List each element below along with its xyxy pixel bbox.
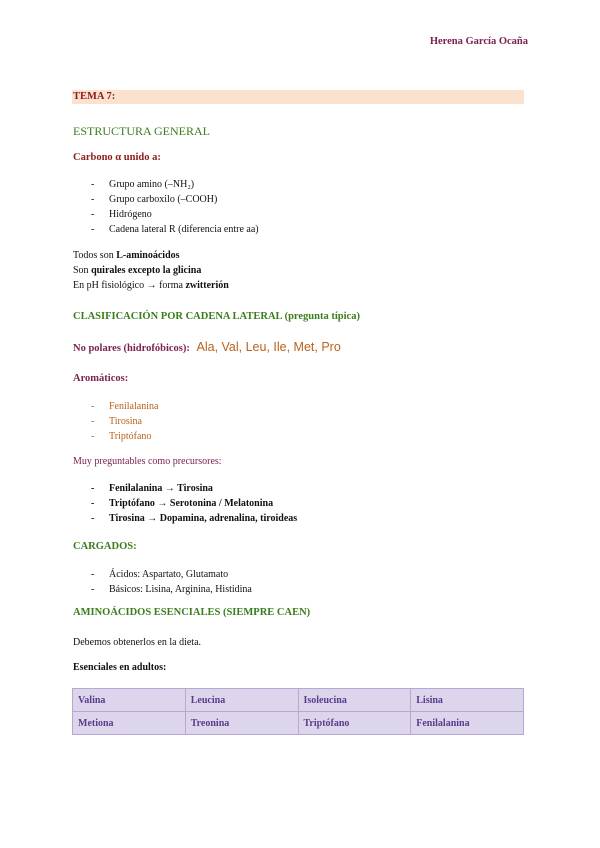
adultos-label: Esenciales en adultos:: [73, 662, 167, 673]
list-item: - Básicos: Lisina, Arginina, Histidina: [73, 582, 252, 597]
carbono-label: Carbono α unido a:: [73, 152, 161, 163]
table-cell: Lisina: [411, 689, 524, 712]
list-item: - Grupo carboxilo (–COOH): [73, 192, 259, 207]
list-item: - Ácidos: Aspartato, Glutamato: [73, 567, 252, 582]
precursores-label: Muy preguntables como precursores:: [73, 456, 222, 467]
aromaticos-list: [73, 399, 158, 444]
list-item: - Fenilalanina → Tirosina: [73, 481, 297, 496]
fact-line: [73, 263, 229, 278]
author-name: Herena García Ocaña: [429, 36, 528, 47]
list-item: - Fenilalanina: [73, 399, 158, 414]
list-item: - Hidrógeno: [73, 207, 259, 222]
clasificacion-title-text: CLASIFICACIÓN POR CADENA LATERAL: [73, 311, 282, 322]
fact-text: Son: [73, 265, 92, 276]
cargados-label: CARGADOS:: [73, 541, 137, 552]
fact-bold: zwitterión: [185, 280, 229, 291]
fact-text: Todos son: [73, 250, 117, 261]
tema-title: TEMA 7:: [73, 91, 116, 102]
fact-bold: L-aminoácidos: [116, 250, 180, 261]
table-cell: Fenilalanina: [411, 712, 524, 735]
nopolar-values: Ala, Val, Leu, Ile, Met, Pro: [196, 340, 341, 354]
table-cell: Isoleucina: [298, 689, 411, 712]
list-item: - Tirosina: [73, 414, 158, 429]
fact-bold: quirales excepto la glicina: [91, 265, 202, 276]
fact-line: [73, 248, 229, 263]
esenciales-table: [72, 688, 524, 735]
section-title-clasificacion: [73, 311, 360, 322]
section-title-esenciales: AMINOÁCIDOS ESENCIALES (SIEMPRE CAEN): [73, 607, 311, 618]
precursores-list: [73, 481, 297, 526]
table-cell: Valina: [73, 689, 186, 712]
tema-highlight-bar: [72, 90, 524, 104]
cargados-list: [73, 567, 252, 597]
list-item: - Triptófano: [73, 429, 158, 444]
table-cell: Triptófano: [298, 712, 411, 735]
table-cell: Treonina: [185, 712, 298, 735]
clasificacion-title-note: (pregunta típica): [284, 311, 360, 322]
table-cell: Leucina: [185, 689, 298, 712]
list-item: - Tirosina → Dopamina, adrenalina, tiroideas: [73, 511, 297, 526]
aromaticos-label: Aromáticos:: [73, 373, 129, 384]
fact-line: [73, 278, 229, 293]
nopolar-line: [73, 340, 341, 354]
table-cell: Metiona: [73, 712, 186, 735]
facts-block: [73, 248, 229, 293]
list-item: - Grupo amino (–NH₂): [73, 177, 259, 192]
table-row: [73, 712, 524, 735]
section-title-estructura: ESTRUCTURA GENERAL: [73, 124, 211, 138]
fact-text: En pH fisiológico → forma: [73, 280, 186, 291]
table-row: [73, 689, 524, 712]
esenciales-text: Debemos obtenerlos en la dieta.: [73, 637, 202, 648]
nopolar-label: No polares (hidrofóbicos):: [73, 343, 190, 354]
carbono-list: [73, 177, 259, 237]
list-item: - Cadena lateral R (diferencia entre aa): [73, 222, 259, 237]
list-item: - Triptófano → Serotonina / Melatonina: [73, 496, 297, 511]
